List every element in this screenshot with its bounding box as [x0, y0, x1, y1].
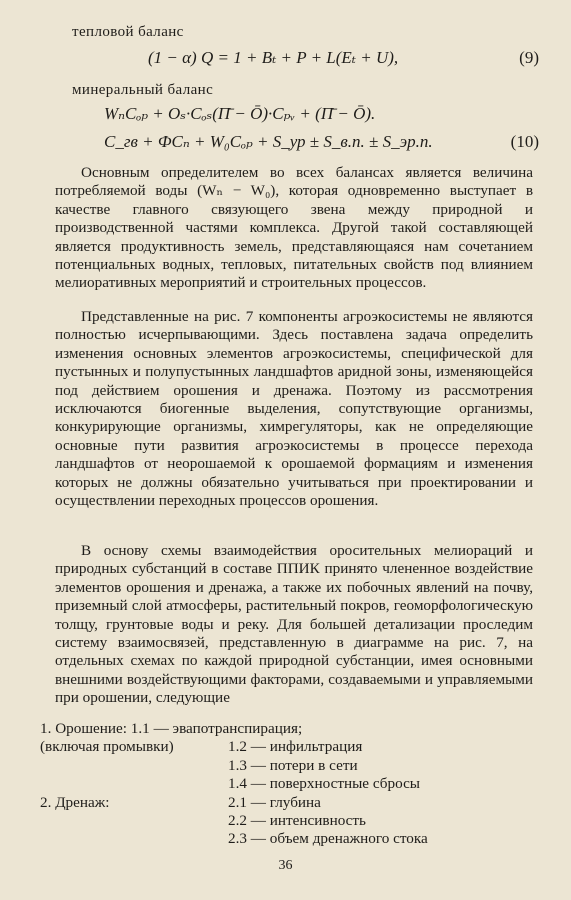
list-item: 2.3 — объем дренажного стока	[228, 830, 428, 848]
heat-balance-label: тепловой баланс	[72, 24, 184, 40]
paragraph-1: Основным определителем во всех балансах является величина потребляемой воды (Wₙ − W₀), которая одновременно выступает в качестве главного связующего звена между природной и производственной частями комплекса. Другой такой составляющей является продуктивность земель, представляющаяся нам сочетанием потенциальных водных, тепловых, питательных свойств под влиянием мелиоративных мероприятий и строительных процессов.	[55, 164, 533, 292]
list-item: 2. Дренаж: 2.1 — глубина	[40, 793, 321, 811]
formula-9: (1 − α) Q = 1 + Bₜ + P + L(Eₜ + U),	[148, 48, 399, 67]
formula-10-number: (10)	[510, 132, 539, 151]
list-item: 2.2 — интенсивность	[228, 811, 366, 829]
paragraph-2: Представленные на рис. 7 компоненты агроэкосистемы не являются полностью исчерпывающими. Здесь поставлена задача определить изменения основных элементов агроэкосистемы, специфической для пустынных и полупустынных ландшафтов аридной зоны, изменяющейся под действием орошения и дренажа. Поэтому из рассмотрения исключаются биогенные выделения, сопутствующие организмы, конкурирующие организмы, химрегуляторы, как не определяющие основные пути развития агроэкосистемы в процессе перехода ландшафтов от неорошаемой к орошаемой формациям и изменения которых не должны обязательно учитываться при проектировании и осуществлении переходных процессов орошения.	[55, 308, 533, 510]
measures-list	[40, 720, 540, 849]
page-number: 36	[278, 858, 293, 873]
formula-9-number: (9)	[519, 48, 539, 67]
list-item: 1.4 — поверхностные сбросы	[228, 775, 421, 793]
list-item: 1.3 — потери в сети	[228, 756, 358, 774]
list-item: 1. Орошение: 1.1 — эвапотранспирация;	[40, 720, 303, 737]
mineral-balance-label: минеральный баланс	[72, 82, 214, 98]
formula-10-line-2: C_гв + ФCₙ + W₀Cₒₚ + S_ур ± S_в.п. ± S_эр.п.	[104, 132, 433, 151]
list-item: (включая промывки) 1.2 — инфильтрация	[40, 738, 363, 756]
formula-10-line-1: WₙCₒₚ + Oₛ·Cₒₛ(П̄ − Ō)·Cₚᵥ + (П̄ − Ō).	[104, 104, 376, 123]
paragraph-3: В основу схемы взаимодействия оросительных мелиораций и природных субстанций в составе ППИК принято члененное воздействие элементов орошения и дренажа, а также их побочных явлений на почву, приземный слой атмосферы, растительный покров, геоморфологическую толщу, грунтовые воды и реку. Для большей детализации проследим систему взаимосвязей, представленную в диаграмме на рис. 7, на отдельных схемах по каждой природной субстанции, имея основными внешними воздействующими факторами, создаваемыми и управляемыми при орошении, следующие	[55, 542, 533, 707]
